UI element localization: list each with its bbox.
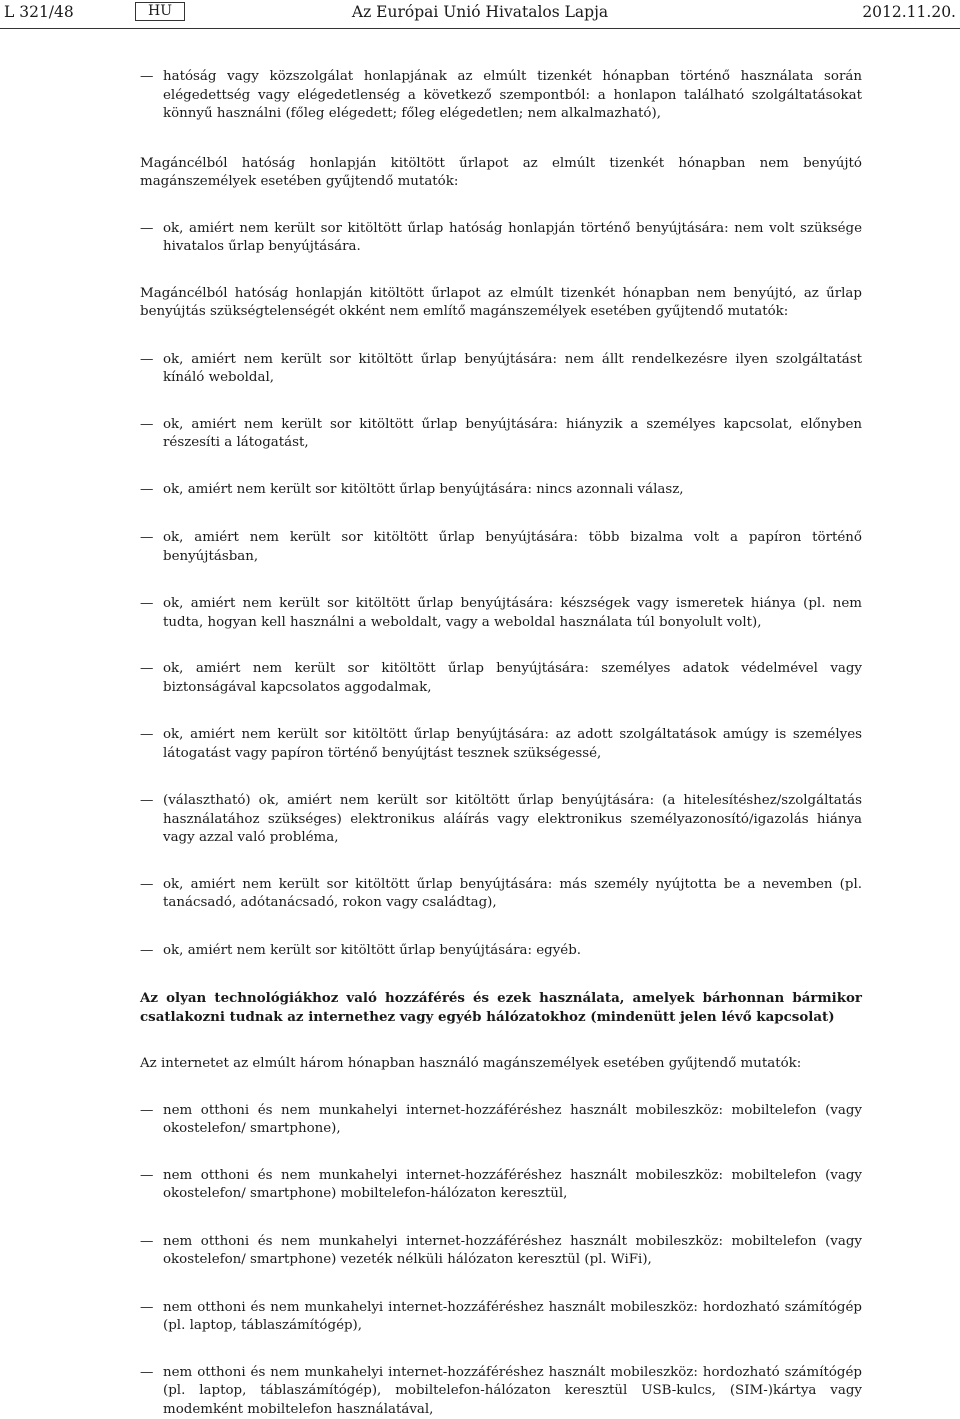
header-rule: [0, 28, 960, 29]
dash-marker: —: [140, 942, 153, 961]
intro-paragraph: Magáncélból hatóság honlapján kitöltött űrlapot az elmúlt tizenkét hónapban nem benyújtó, az űrlap benyújtás szükségtelenségét okként nem említő magánszemélyek esetében gyűjtendő mutatók:: [140, 285, 862, 322]
dash-marker: —: [140, 876, 153, 895]
dash-marker: —: [140, 660, 153, 679]
list-item: — ok, amiért nem került sor kitöltött űrlap benyújtására: egyéb.: [140, 942, 862, 961]
list-item: — nem otthoni és nem munkahelyi internet-hozzáféréshez használt mobileszköz: hordozható számítógép (pl. laptop, táblaszámítógép), mobiltelefon-hálózaton keresztül USB-kulcs, (SIM-)kártya vagy modemként mobiltelefon használatával,: [140, 1364, 862, 1419]
dash-marker: —: [140, 792, 153, 811]
dash-marker: —: [140, 1167, 153, 1186]
journal-title: Az Európai Unió Hivatalos Lapja: [0, 3, 960, 21]
list-item: — ok, amiért nem került sor kitöltött űrlap benyújtására: nem állt rendelkezésre ilyen szolgáltatást kínáló weboldal,: [140, 351, 862, 388]
dash-marker: —: [140, 529, 153, 548]
document-body: [140, 68, 862, 1419]
dash-marker: —: [140, 726, 153, 745]
list-item: — ok, amiért nem került sor kitöltött űrlap benyújtására: személyes adatok védelmével vagy biztonságával kapcsolatos aggodalmak,: [140, 660, 862, 697]
page-reference: L 321/48: [4, 3, 74, 21]
page-header: [0, 0, 960, 30]
list-item: — ok, amiért nem került sor kitöltött űrlap benyújtására: az adott szolgáltatások amúgy is személyes látogatást vagy papíron történő benyújtást tesznek szükségessé,: [140, 726, 862, 763]
list-item: — (választható) ok, amiért nem került sor kitöltött űrlap benyújtására: (a hitelesítéshez/szolgáltatás használatához szükséges) elektronikus aláírás vagy elektronikus személyazonosító/igazolás hiánya vagy azzal való probléma,: [140, 792, 862, 848]
publication-date: 2012.11.20.: [862, 3, 956, 21]
dash-marker: —: [140, 1299, 153, 1318]
intro-paragraph: Magáncélból hatóság honlapján kitöltött űrlapot az elmúlt tizenkét hónapban nem benyújtó magánszemélyek esetében gyűjtendő mutatók:: [140, 155, 862, 192]
dash-marker: —: [140, 1102, 153, 1121]
list-item: — nem otthoni és nem munkahelyi internet-hozzáféréshez használt mobileszköz: mobiltelefon (vagy okostelefon/ smartphone) mobiltelefon-hálózaton keresztül,: [140, 1167, 862, 1204]
list-item: — hatóság vagy közszolgálat honlapjának az elmúlt tizenkét hónapban történő használata során elégedettség vagy elégedetlenség a következő szempontból: a honlapon található szolgáltatásokat könnyű használni (főleg elégedett; főleg elégedetlen; nem alkalmazható),: [140, 68, 862, 124]
list-item: — ok, amiért nem került sor kitöltött űrlap benyújtására: nincs azonnali válasz,: [140, 481, 862, 500]
list-item: — nem otthoni és nem munkahelyi internet-hozzáféréshez használt mobileszköz: mobiltelefon (vagy okostelefon/ smartphone),: [140, 1102, 862, 1139]
language-badge: HU: [135, 2, 185, 21]
list-item: — nem otthoni és nem munkahelyi internet-hozzáféréshez használt mobileszköz: mobiltelefon (vagy okostelefon/ smartphone) vezeték nélküli hálózaton keresztül (pl. WiFi),: [140, 1233, 862, 1270]
dash-marker: —: [140, 68, 153, 87]
list-item: — ok, amiért nem került sor kitöltött űrlap benyújtására: hiányzik a személyes kapcsolat, előnyben részesíti a látogatást,: [140, 416, 862, 453]
dash-marker: —: [140, 220, 153, 239]
intro-paragraph: Az internetet az elmúlt három hónapban használó magánszemélyek esetében gyűjtendő mutatók:: [140, 1055, 862, 1074]
list-item: — ok, amiért nem került sor kitöltött űrlap benyújtására: több bizalma volt a papíron történő benyújtásban,: [140, 529, 862, 566]
list-item: — ok, amiért nem került sor kitöltött űrlap benyújtására: más személy nyújtotta be a nevemben (pl. tanácsadó, adótanácsadó, rokon vagy családtag),: [140, 876, 862, 913]
dash-marker: —: [140, 481, 153, 500]
section-heading: Az olyan technológiákhoz való hozzáférés és ezek használata, amelyek bárhonnan bármikor csatlakozni tudnak az internethez vagy egyéb hálózatokhoz (mindenütt jelen lévő kapcsolat): [140, 989, 862, 1026]
dash-marker: —: [140, 351, 153, 370]
dash-marker: —: [140, 1364, 153, 1383]
dash-marker: —: [140, 1233, 153, 1252]
list-item: — ok, amiért nem került sor kitöltött űrlap hatóság honlapján történő benyújtására: nem volt szüksége hivatalos űrlap benyújtására.: [140, 220, 862, 257]
list-item: — ok, amiért nem került sor kitöltött űrlap benyújtására: készségek vagy ismeretek hiánya (pl. nem tudta, hogyan kell használni a weboldalt, vagy a weboldal használata túl bonyolult volt),: [140, 595, 862, 632]
dash-marker: —: [140, 595, 153, 614]
dash-marker: —: [140, 416, 153, 435]
list-item: — nem otthoni és nem munkahelyi internet-hozzáféréshez használt mobileszköz: hordozható számítógép (pl. laptop, táblaszámítógép),: [140, 1299, 862, 1336]
